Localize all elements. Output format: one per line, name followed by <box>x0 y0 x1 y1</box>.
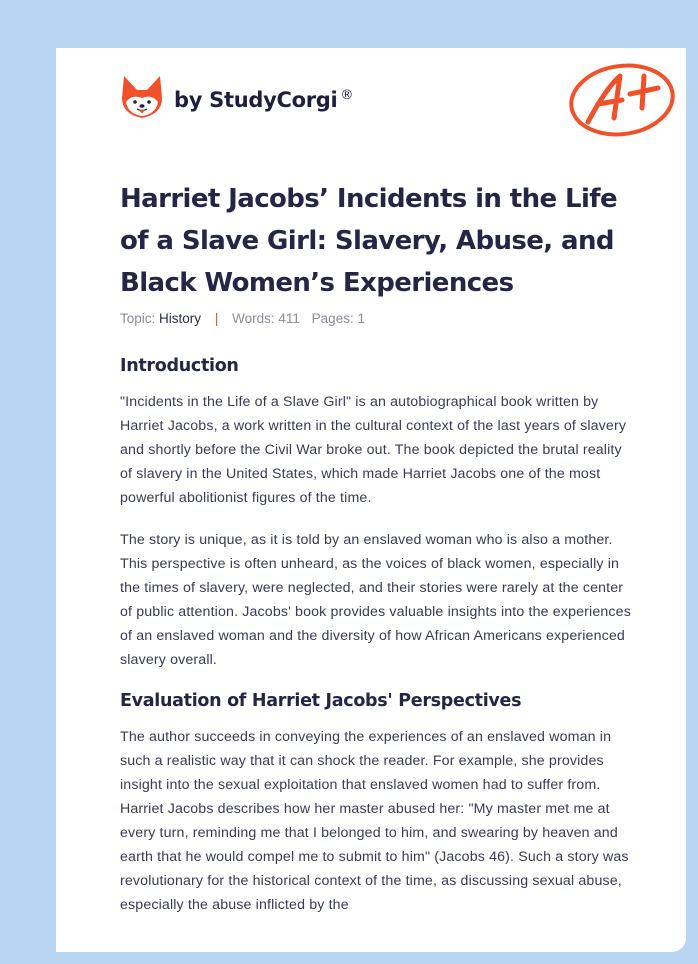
registered-mark: ® <box>340 88 354 103</box>
paragraph: The story is unique, as it is told by an enslaved woman who is also a mother. This perspective is often unheard, as the voices of black women, especially in the times of slavery, were neglected, and their stories were rarely at the center of public attention. Jacobs' book provides valuable insights into the experiences of an enslaved woman and the diversity of how African Americans experienced slavery overall. <box>120 532 631 668</box>
paragraph: "Incidents in the Life of a Slave Girl" is an autobiographical book written by Harriet Jacobs, a work written in the cultural context of the last years of slavery and shortly before the Civil War broke out. The book depicted the brutal reality of slavery in the United States, which made Harriet Jacobs one of the most powerful abolitionist figures of the time. <box>120 394 627 506</box>
meta-separator: | <box>214 311 219 326</box>
topic-link[interactable]: History <box>159 311 202 326</box>
page-count: Pages: 1 <box>311 311 365 326</box>
section-heading-evaluation: Evaluation of Harriet Jacobs' Perspectives <box>120 691 522 711</box>
a-plus-grade-icon <box>566 60 678 140</box>
document-title: Harriet Jacobs’ Incidents in the Life of a Slave Girl: Slavery, Abuse, and Black Women’s Experiences <box>120 184 618 298</box>
paragraph: The author succeeds in conveying the experiences of an enslaved woman in such a realistic way that it can shock the reader. For example, she provides insight into the sexual exploitation that enslaved women had to suffer from. Harriet Jacobs describes how her master abused her: "My master met me at every turn, reminding me that I belonged to him, and swearing by heaven and earth that he would compel me to submit to him" (Jacobs 46). Such a story was revolutionary for the historical context of the time, as discussing sexual abuse, especially the abuse inflicted by the <box>120 729 629 913</box>
corgi-logo-icon <box>120 74 164 120</box>
document-card <box>56 48 686 952</box>
studycorgi-logo[interactable] <box>120 74 353 120</box>
header <box>120 74 650 154</box>
document-meta <box>120 311 365 326</box>
brand-name: by StudyCorgi ® <box>174 88 354 112</box>
document-body <box>120 353 635 917</box>
topic-label: Topic: <box>120 311 156 326</box>
word-count: Words: 411 <box>232 311 300 326</box>
section-heading-introduction: Introduction <box>120 356 239 376</box>
